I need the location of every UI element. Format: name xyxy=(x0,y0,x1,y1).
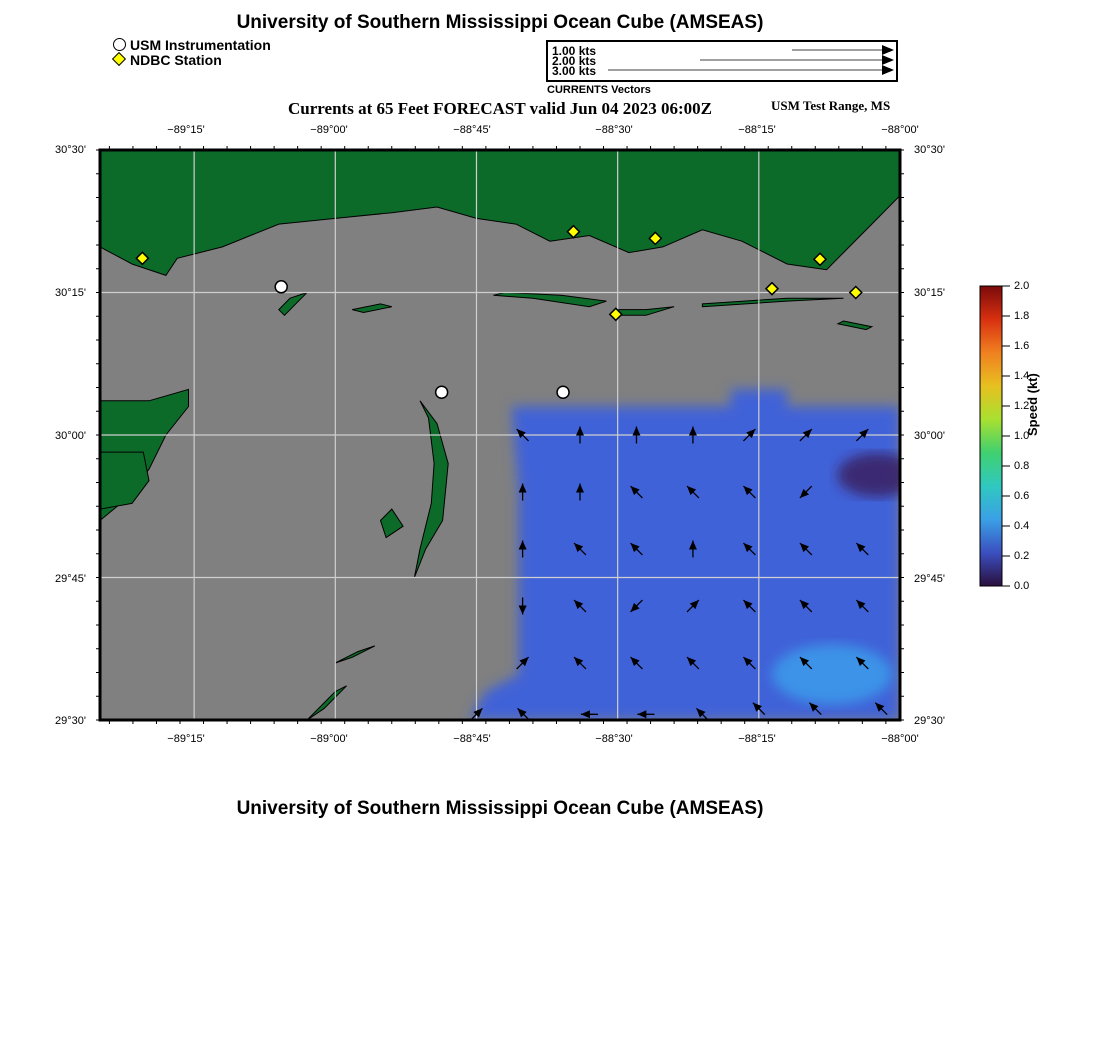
legend-ndbc-label: NDBC Station xyxy=(130,52,222,68)
left-lat-label: 30°00' xyxy=(55,430,86,442)
bottom-lon-label: −88°00' xyxy=(881,733,919,745)
right-lat-label: 29°45' xyxy=(914,573,945,585)
usm-instrument-marker xyxy=(436,386,448,398)
colorbar-tick-label: 1.0 xyxy=(1014,430,1030,442)
top-lon-label: −88°30' xyxy=(595,124,633,136)
colorbar-tick-label: 1.6 xyxy=(1014,340,1030,352)
colorbar-tick-label: 1.2 xyxy=(1014,400,1030,412)
bottom-lon-label: −88°30' xyxy=(595,733,633,745)
left-lat-label: 30°15' xyxy=(55,287,86,299)
map-subtitle: Currents at 65 Feet FORECAST valid Jun 04 2023 06:00Z xyxy=(288,99,712,118)
right-lat-label: 30°15' xyxy=(914,287,945,299)
colorbar-tick-label: 2.0 xyxy=(1014,280,1030,292)
colorbar-label: Speed (kt) xyxy=(1025,373,1040,436)
left-lat-label: 29°30' xyxy=(55,715,86,727)
low-speed-patch xyxy=(837,453,917,497)
top-lon-label: −89°15' xyxy=(167,124,205,136)
vector-legend-entry: 1.00 kts xyxy=(552,44,597,58)
map-title: University of Southern Mississippi Ocean Cube (AMSEAS) xyxy=(236,12,764,33)
vector-legend-entry: 3.00 kts xyxy=(552,64,597,78)
location-label: USM Test Range, MS xyxy=(771,98,891,113)
bottom-lon-label: −89°00' xyxy=(310,733,348,745)
colorbar-tick-label: 0.2 xyxy=(1014,550,1030,562)
colorbar-tick-label: 0.8 xyxy=(1014,460,1030,472)
left-lat-label: 30°30' xyxy=(55,144,86,156)
bottom-lon-label: −88°45' xyxy=(453,733,491,745)
colorbar-tick-label: 0.4 xyxy=(1014,520,1030,532)
bottom-lon-label: −88°15' xyxy=(738,733,776,745)
top-lon-label: −88°15' xyxy=(738,124,776,136)
high-speed-patch xyxy=(772,644,892,704)
top-lon-label: −88°00' xyxy=(881,124,919,136)
usm-instrument-marker xyxy=(275,281,287,293)
right-lat-label: 29°30' xyxy=(914,715,945,727)
colorbar xyxy=(980,286,1002,586)
right-lat-label: 30°30' xyxy=(914,144,945,156)
bottom-lon-label: −89°15' xyxy=(167,733,205,745)
colorbar-ticks xyxy=(1002,286,1010,586)
left-lat-label: 29°45' xyxy=(55,573,86,585)
right-lat-label: 30°00' xyxy=(914,430,945,442)
vector-legend-caption: CURRENTS Vectors xyxy=(547,84,651,96)
usm-instrument-marker xyxy=(557,386,569,398)
colorbar-tick-label: 0.6 xyxy=(1014,490,1030,502)
vector-legend-entry: 2.00 kts xyxy=(552,54,597,68)
legend-usm-label: USM Instrumentation xyxy=(130,37,271,53)
top-lon-label: −88°45' xyxy=(453,124,491,136)
colorbar-tick-label: 1.8 xyxy=(1014,310,1030,322)
top-lon-label: −89°00' xyxy=(310,124,348,136)
footer-title: University of Southern Mississippi Ocean Cube (AMSEAS) xyxy=(236,798,764,819)
colorbar-tick-label: 1.4 xyxy=(1014,370,1030,382)
colorbar-tick-label: 0.0 xyxy=(1014,580,1030,592)
